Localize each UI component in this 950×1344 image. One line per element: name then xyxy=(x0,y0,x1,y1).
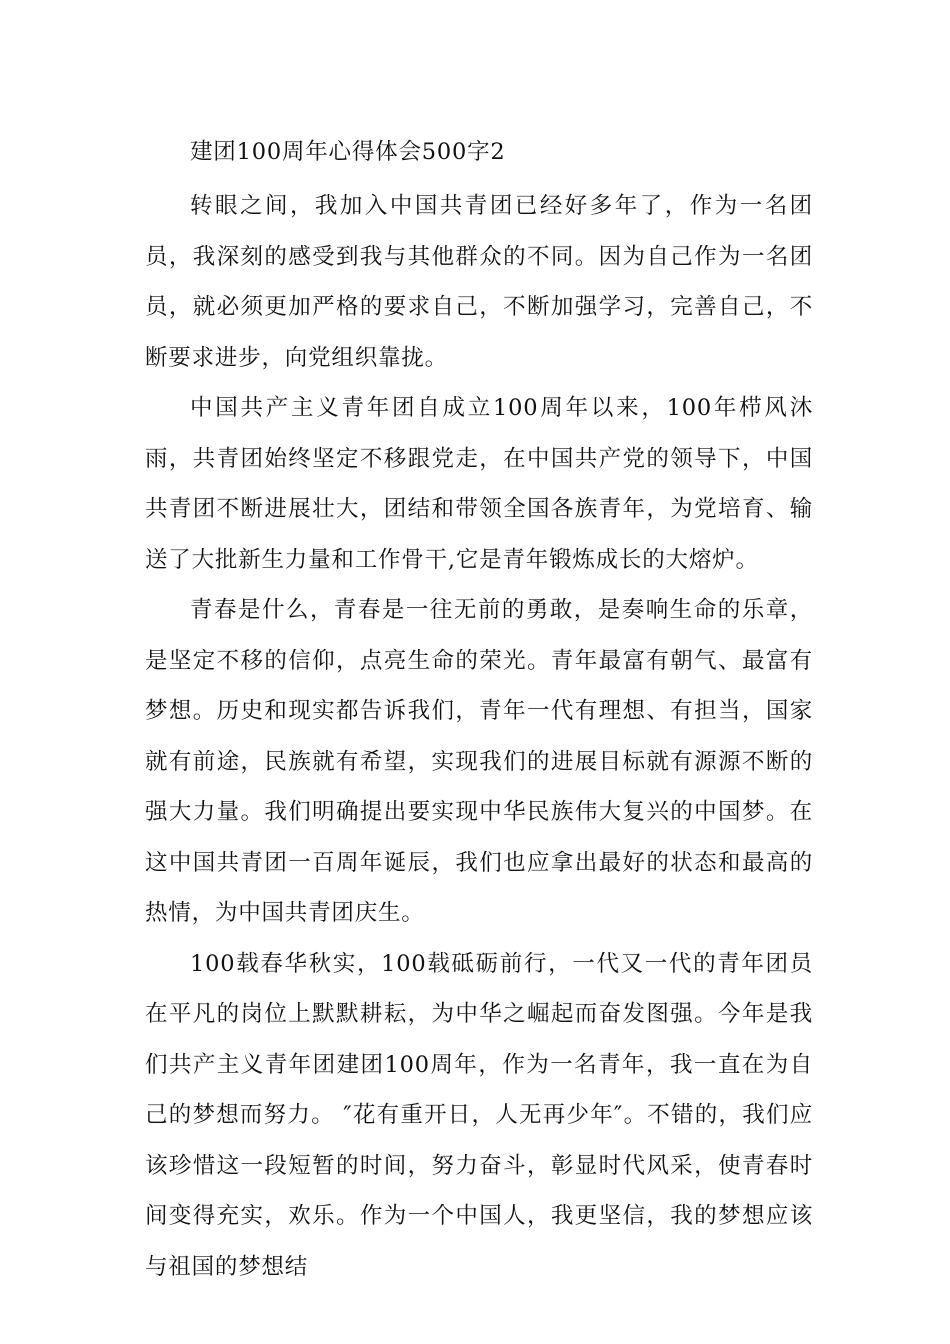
document-title: 建团100周年心得体会500字2 xyxy=(190,139,506,165)
paragraph-3: 青春是什么，青春是一往无前的勇敢，是奏响生命的乐章，是坚定不移的信仰，点亮生命的荣光。青年最富有朝气、最富有梦想。历史和现实都告诉我们，青年一代有理想、有担当，国家就有前途，民族就有希望，实现我们的进展目标就有源源不断的强大力量。我们明确提出要实现中华民族伟大复兴的中国梦。在这中国共青团一百周年诞辰，我们也应拿出最好的状态和最高的热情，为中国共青团庆生。 xyxy=(145,597,813,926)
paragraph-1: 转眼之间，我加入中国共青团已经好多年了，作为一名团员，我深刻的感受到我与其他群众的不同。因为自己作为一名团员，就必须更加严格的要求自己，不断加强学习，完善自己，不断要求进步，向党组织靠拢。 xyxy=(145,193,813,371)
paragraph-4: 100载春华秋实，100载砥砺前行，一代又一代的青年团员在平凡的岗位上默默耕耘，为中华之崛起而奋发图强。今年是我们共产主义青年团建团100周年，作为一名青年，我一直在为自己的梦想而努力。 ″花有重开日，人无再少年″。不错的，我们应该珍惜这一段短暂的时间，努力奋斗，彰显时代风采，使青春时间变得充实，欢乐。作为一个中国人，我更坚信，我的梦想应该与祖国的梦想结 xyxy=(145,950,813,1280)
document-body xyxy=(145,131,813,1292)
paragraph-2: 中国共产主义青年团自成立100周年以来，100年栉风沐雨，共青团始终坚定不移跟党走，在中国共产党的领导下，中国共青团不断进展壮大，团结和带领全国各族青年，为党培育、输送了大批新生力量和工作骨干,它是青年锻炼成长的大熔炉。 xyxy=(145,395,813,573)
